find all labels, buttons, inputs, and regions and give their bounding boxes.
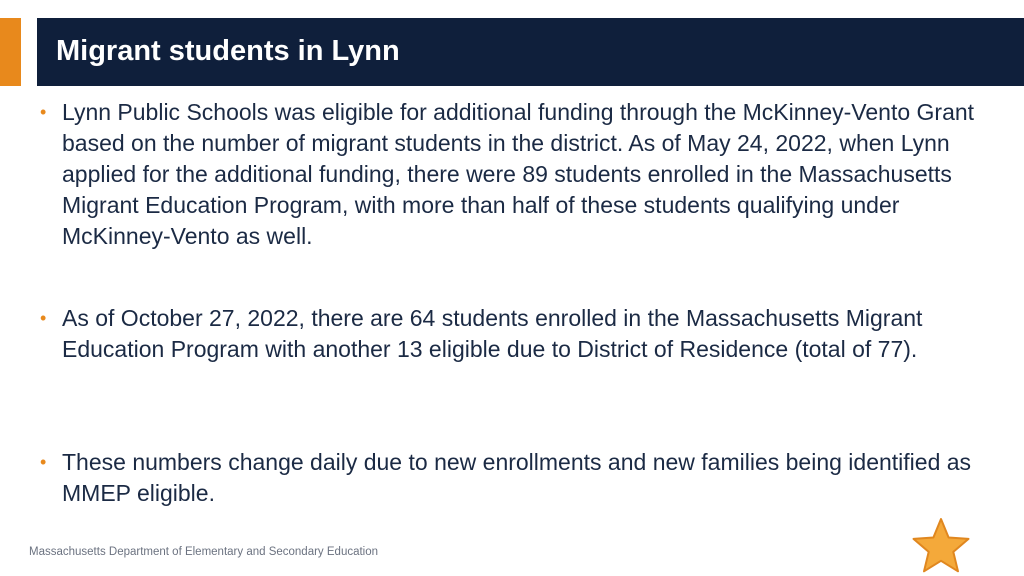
- bullet-dot-icon: •: [40, 102, 47, 122]
- bullet-text: As of October 27, 2022, there are 64 students enrolled in the Massachusetts Migrant Education Program with another 13 eligible due to District of Residence (total of 77).: [62, 305, 923, 362]
- footer-text: Massachusetts Department of Elementary and Secondary Education: [29, 546, 379, 558]
- slide-title: Migrant students in Lynn: [56, 35, 400, 67]
- bullet-text: These numbers change daily due to new enrollments and new families being identified as MMEP eligible.: [62, 449, 972, 506]
- bullet-dot-icon: •: [40, 452, 47, 472]
- star-icon: [910, 517, 972, 575]
- bullet-dot-icon: •: [40, 308, 47, 328]
- bullet-text: Lynn Public Schools was eligible for additional funding through the McKinney-Vento Grant based on the number of migrant students in the district. As of May 24, 2022, when Lynn applied for the additional funding, there were 89 students enrolled in the Massachusetts Migrant Education Program, with more than half of these students qualifying under McKinney-Vento as well.: [62, 99, 975, 249]
- star-shape: [914, 519, 969, 571]
